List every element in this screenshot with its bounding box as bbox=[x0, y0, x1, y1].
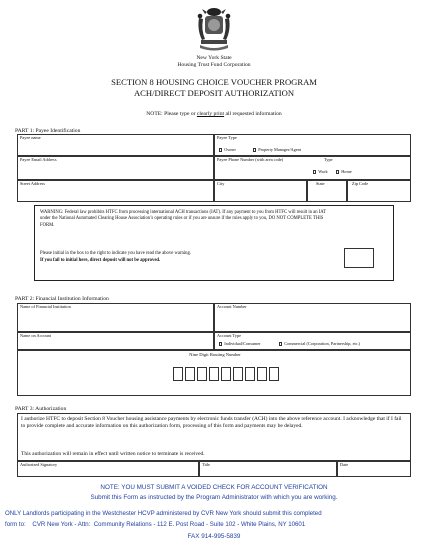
individual-option[interactable]: Individual/Consumer bbox=[219, 342, 261, 347]
payee-phone-field[interactable] bbox=[214, 156, 411, 180]
home-option[interactable]: Home bbox=[336, 170, 352, 175]
work-checkbox[interactable] bbox=[313, 170, 316, 173]
fax-number: FAX 914-995-5839 bbox=[187, 533, 241, 540]
signatory-field[interactable] bbox=[17, 461, 199, 477]
date-label: Date bbox=[340, 462, 349, 467]
westchester-instructions-line1: ONLY Landlords participating in the Westchester HCVP administered by CVR New York should submit this completed bbox=[5, 510, 322, 517]
owner-checkbox[interactable] bbox=[219, 148, 222, 151]
institution-name-field[interactable] bbox=[17, 303, 214, 332]
authorization-duration: This authorization will remain in effect until written notice to terminate is received. bbox=[21, 451, 205, 457]
initial-instruction: Please initial in the box to the right to indicate you have read the above warning. bbox=[40, 251, 191, 256]
initial-failure-notice: If you fail to initial here, direct deposit will not be approved. bbox=[40, 258, 161, 263]
routing-digit-1[interactable] bbox=[173, 367, 183, 381]
payee-email-field[interactable] bbox=[17, 156, 214, 180]
initials-box[interactable] bbox=[344, 248, 374, 268]
payee-type-label: Payee Type bbox=[217, 135, 237, 140]
warning-text: WARNING: Federal law prohibits HTFC from processing international ACH transactions (IAT). If any payment to you from HTFC will result in an IAT under the National Automated Clearing House Association’s operating rules or if you are unsure if the rules apply to you, DO NOT COMPLETE THIS FORM. bbox=[40, 210, 326, 228]
routing-digit-3[interactable] bbox=[197, 367, 207, 381]
payee-type-field bbox=[214, 134, 411, 156]
street-address-field[interactable] bbox=[17, 180, 214, 202]
city-field[interactable] bbox=[214, 180, 307, 202]
state-field[interactable] bbox=[307, 180, 347, 202]
property-manager-option[interactable]: Property Manager/Agent bbox=[253, 148, 301, 153]
account-type-label: Account Type bbox=[217, 333, 242, 338]
routing-digit-7[interactable] bbox=[245, 367, 255, 381]
routing-digit-5[interactable] bbox=[221, 367, 231, 381]
property-manager-checkbox[interactable] bbox=[253, 148, 256, 151]
title-label: Title bbox=[202, 462, 210, 467]
payee-email-label: Payee Email Address bbox=[20, 157, 57, 162]
part3-heading: PART 3: Authorization bbox=[15, 406, 67, 412]
part2-heading: PART 2: Financial Institution Information bbox=[15, 296, 109, 302]
individual-checkbox[interactable] bbox=[219, 342, 222, 345]
payee-phone-label: Payee Phone Number (with area code) bbox=[217, 157, 284, 162]
warning-box bbox=[34, 205, 394, 281]
signatory-label: Authorized Signatory bbox=[20, 462, 58, 467]
form-title-line1: SECTION 8 HOUSING CHOICE VOUCHER PROGRAM bbox=[111, 77, 317, 87]
form-title-line2: ACH/DIRECT DEPOSIT AUTHORIZATION bbox=[133, 88, 295, 98]
name-on-account-label: Name on Account bbox=[20, 333, 52, 338]
street-address-label: Street Address bbox=[20, 181, 45, 186]
corporation-name: Housing Trust Fund Corporation bbox=[177, 62, 251, 68]
owner-option[interactable]: Owner bbox=[219, 148, 236, 153]
routing-digits bbox=[173, 367, 283, 381]
phone-type-label: Type bbox=[324, 157, 333, 162]
account-number-label: Account Number bbox=[217, 304, 247, 309]
payee-name-field[interactable] bbox=[17, 134, 214, 156]
state-name: New York State bbox=[196, 55, 232, 61]
routing-digit-8[interactable] bbox=[257, 367, 267, 381]
work-option[interactable]: Work bbox=[313, 170, 328, 175]
routing-digit-2[interactable] bbox=[185, 367, 195, 381]
routing-digit-9[interactable] bbox=[269, 367, 279, 381]
payee-name-label: Payee name bbox=[20, 135, 41, 140]
authorization-text-box bbox=[17, 413, 411, 461]
account-type-field bbox=[214, 332, 411, 350]
routing-number-section bbox=[17, 350, 411, 396]
home-checkbox[interactable] bbox=[336, 170, 339, 173]
submit-instructions: Submit this Form as instructed by the Program Administrator with which you are working. bbox=[90, 494, 338, 501]
title-field[interactable] bbox=[199, 461, 337, 477]
zip-field[interactable] bbox=[347, 180, 411, 202]
instructions-note: NOTE: Please type or clearly print all requested information bbox=[146, 111, 282, 117]
account-number-field[interactable] bbox=[214, 303, 411, 332]
routing-number-label: Nine Digit Routing Number bbox=[189, 352, 241, 357]
new-york-state-seal-icon bbox=[196, 6, 232, 52]
westchester-instructions-line2: form to: CVR New York - Attn: Community Relations - 112 E. Post Road - Suite 102 - White Plains, NY 10601 bbox=[5, 521, 306, 528]
voided-check-note: NOTE: YOU MUST SUBMIT A VOIDED CHECK FOR ACCOUNT VERIFICATION bbox=[100, 484, 328, 491]
routing-digit-4[interactable] bbox=[209, 367, 219, 381]
date-field[interactable] bbox=[337, 461, 411, 477]
routing-digit-6[interactable] bbox=[233, 367, 243, 381]
zip-label: Zip Code bbox=[352, 181, 369, 186]
name-on-account-field[interactable] bbox=[17, 332, 214, 350]
commercial-checkbox[interactable] bbox=[279, 342, 282, 345]
part1-heading: PART 1: Payee Identification bbox=[15, 128, 81, 134]
commercial-option[interactable]: Commercial (Corporation, Partnership, etc.) bbox=[279, 342, 360, 347]
authorization-text: I authorize HTFC to deposit Section 8 Voucher housing assistance payments by electronic funds transfer (ACH) into the above reference account. I acknowledge that if I fail to provide complete and accurate information on this authorization form, processing of this form and payments may be delayed. bbox=[21, 416, 402, 430]
state-label: State bbox=[316, 181, 325, 186]
institution-name-label: Name of Financial Institution bbox=[20, 304, 71, 309]
city-label: City bbox=[217, 181, 225, 186]
